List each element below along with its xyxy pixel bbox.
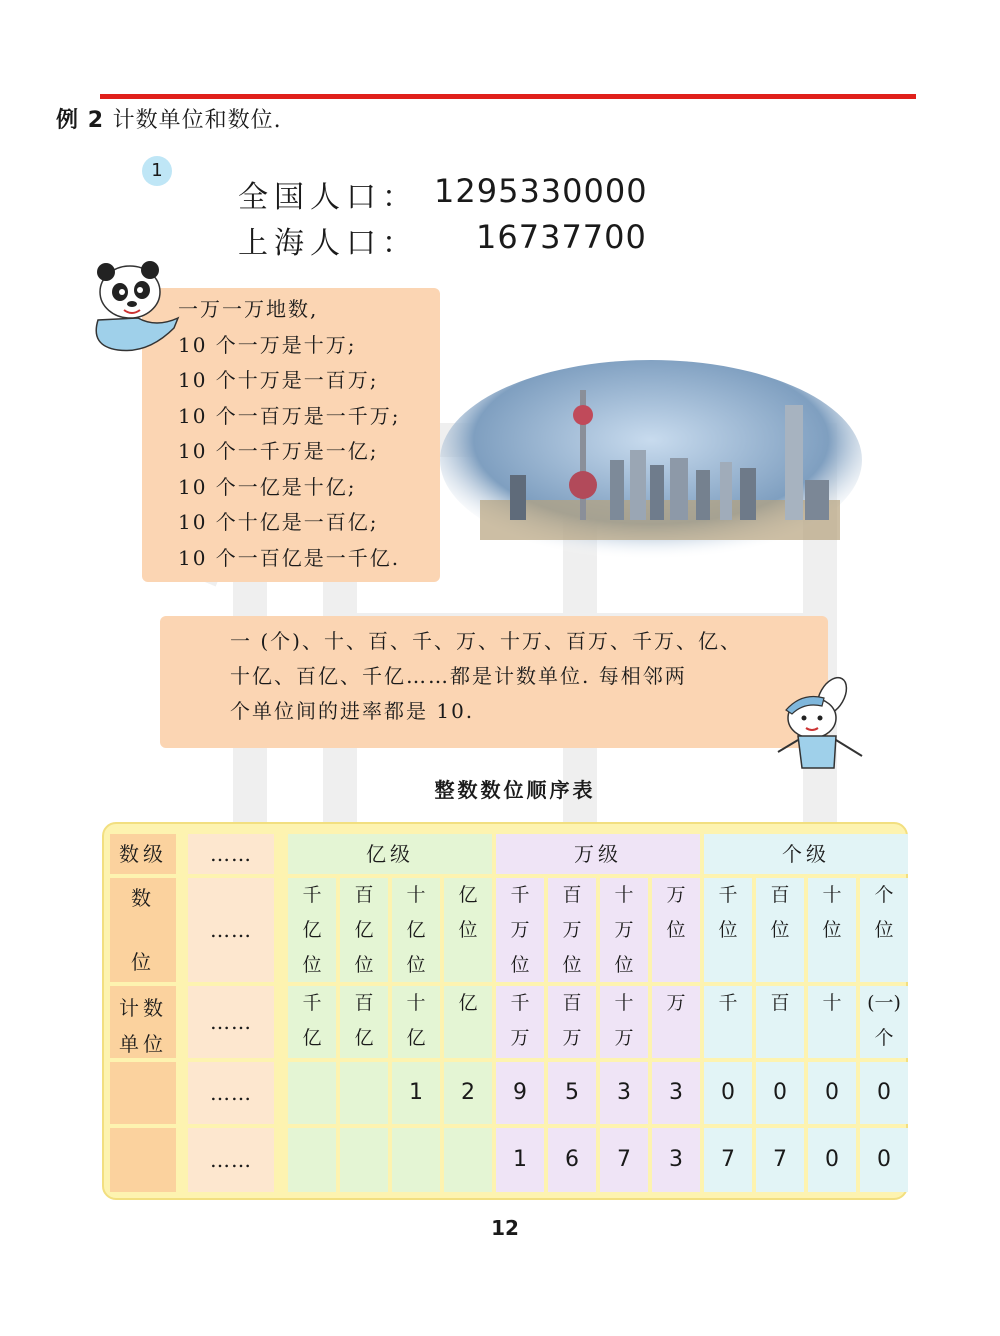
unit-name-cell (548, 986, 596, 1058)
unit-char: 十 (614, 992, 634, 1014)
unit-char: 千 (718, 992, 738, 1014)
row-header-cell: 数级 (110, 834, 176, 874)
step-number-badge: 1 (142, 156, 172, 186)
place-char: 位 (562, 954, 582, 976)
place-char: 千 (302, 884, 322, 906)
unit-char: 千 (510, 992, 530, 1014)
hint-text (178, 292, 401, 576)
place-char: 位 (718, 919, 738, 941)
unit-char: 十 (822, 992, 842, 1014)
example-label: 例 (56, 107, 80, 133)
place-char: 位 (666, 919, 686, 941)
digit-cell: 0 (808, 1062, 856, 1124)
place-char: 十 (614, 884, 634, 906)
population-value: 16737700 (476, 218, 647, 256)
place-name-cell (288, 878, 336, 982)
unit-char: 个 (874, 1027, 894, 1049)
row-header-cell (110, 1062, 176, 1124)
place-char: 位 (614, 954, 634, 976)
digit-cell: 0 (860, 1128, 908, 1192)
place-char: 百 (354, 884, 374, 906)
ellipsis-cell: …… (188, 986, 274, 1058)
shanghai-skyline-image (440, 350, 862, 560)
digit-cell: 7 (704, 1128, 752, 1192)
digit-cell (288, 1128, 336, 1192)
unit-name-cell (704, 986, 752, 1058)
digit-cell: 0 (808, 1128, 856, 1192)
digit-cell: 0 (860, 1062, 908, 1124)
place-char: 万 (666, 884, 686, 906)
rule-text (230, 624, 800, 729)
place-char: 亿 (354, 919, 374, 941)
digit-cell: 0 (704, 1062, 752, 1124)
digit-cell: 1 (496, 1128, 544, 1192)
unit-name-cell (860, 986, 908, 1058)
population-row-shanghai (238, 218, 647, 262)
place-char: 个 (874, 884, 894, 906)
hint-line: 10 个一千万是一亿; (178, 439, 379, 463)
place-char: 十 (822, 884, 842, 906)
place-name-cell (392, 878, 440, 982)
digit-cell: 3 (652, 1062, 700, 1124)
unit-char: 亿 (458, 992, 478, 1014)
place-name-cell (496, 878, 544, 982)
place-char: 十 (406, 884, 426, 906)
digit-cell (340, 1128, 388, 1192)
digit-cell: 3 (600, 1062, 648, 1124)
unit-name-cell (288, 986, 336, 1058)
hint-line: 10 个一亿是十亿; (178, 474, 357, 499)
digit-cell (444, 1128, 492, 1192)
hint-line: 10 个一百万是一千万; (178, 403, 401, 428)
digit-cell (340, 1062, 388, 1124)
unit-name-cell (808, 986, 856, 1058)
unit-name-cell (340, 986, 388, 1058)
digit-cell (288, 1062, 336, 1124)
panda-mascot-icon (78, 258, 188, 358)
hint-line: 10 个一百亿是一千亿. (178, 545, 401, 570)
ellipsis-cell: …… (188, 834, 274, 874)
place-char: 百 (562, 884, 582, 906)
row-header-cell: 数 位 (110, 878, 176, 982)
hint-line: 一万一万地数, (178, 297, 319, 321)
population-value: 1295330000 (434, 172, 648, 210)
unit-char: 百 (770, 992, 790, 1014)
place-name-cell (600, 878, 648, 982)
rabbit-mascot-icon (772, 674, 872, 774)
place-name-cell (808, 878, 856, 982)
population-label: 全国人口： (238, 180, 418, 215)
place-char: 亿 (458, 884, 478, 906)
unit-name-cell (392, 986, 440, 1058)
example-number: 2 (87, 108, 104, 133)
ellipsis-cell: …… (188, 1062, 274, 1124)
group-header-cell: 个级 (704, 834, 908, 874)
row-header-cell (110, 1128, 176, 1192)
digit-cell: 6 (548, 1128, 596, 1192)
hint-line: 10 个一万是十万; (178, 332, 357, 357)
unit-char: 千 (302, 992, 322, 1014)
place-name-cell (704, 878, 752, 982)
table-title: 整数数位顺序表 (434, 778, 596, 802)
population-row-national (238, 172, 648, 216)
top-rule (100, 94, 916, 99)
unit-char: 十 (406, 992, 426, 1014)
place-char: 万 (562, 919, 582, 941)
unit-char: 亿 (406, 1027, 426, 1049)
place-name-cell (652, 878, 700, 982)
place-char: 万 (510, 919, 530, 941)
unit-name-cell (444, 986, 492, 1058)
place-name-cell (444, 878, 492, 982)
unit-char: 百 (562, 992, 582, 1014)
unit-char: 万 (666, 992, 686, 1014)
place-char: 位 (770, 919, 790, 941)
place-char: 百 (770, 884, 790, 906)
population-label: 上海人口： (238, 226, 418, 261)
unit-char: 万 (562, 1027, 582, 1049)
digit-cell: 0 (756, 1062, 804, 1124)
unit-char: 亿 (354, 1027, 374, 1049)
group-header-cell: 亿级 (288, 834, 492, 874)
place-char: 万 (614, 919, 634, 941)
place-char: 位 (302, 954, 322, 976)
digit-cell: 9 (496, 1062, 544, 1124)
unit-char: (一) (867, 992, 901, 1014)
place-char: 亿 (302, 919, 322, 941)
unit-char: 百 (354, 992, 374, 1014)
unit-name-cell (600, 986, 648, 1058)
place-char: 位 (510, 954, 530, 976)
digit-cell (392, 1128, 440, 1192)
place-name-cell (548, 878, 596, 982)
example-title: 计数单位和数位. (112, 108, 282, 133)
place-char: 位 (406, 954, 426, 976)
place-char: 千 (718, 884, 738, 906)
unit-char: 万 (614, 1027, 634, 1049)
unit-name-cell (756, 986, 804, 1058)
place-char: 位 (354, 954, 374, 976)
group-header-cell: 万级 (496, 834, 700, 874)
digit-cell: 1 (392, 1062, 440, 1124)
place-name-cell (860, 878, 908, 982)
digit-cell: 2 (444, 1062, 492, 1124)
place-char: 亿 (406, 919, 426, 941)
row-header-cell: 计数 单位 (110, 986, 176, 1058)
place-name-cell (756, 878, 804, 982)
ellipsis-cell: …… (188, 878, 274, 982)
unit-char: 万 (510, 1027, 530, 1049)
rule-line: 个单位间的进率都是 10. (230, 699, 475, 723)
place-char: 位 (458, 919, 478, 941)
digit-cell: 5 (548, 1062, 596, 1124)
unit-name-cell (652, 986, 700, 1058)
unit-name-cell (496, 986, 544, 1058)
unit-char: 亿 (302, 1027, 322, 1049)
hint-line: 10 个十万是一百万; (178, 368, 379, 392)
rule-line: 十亿、百亿、千亿……都是计数单位. 每相邻两 (230, 664, 687, 688)
example-heading (56, 103, 282, 134)
digit-cell: 7 (756, 1128, 804, 1192)
digit-cell: 7 (600, 1128, 648, 1192)
rule-line: 一 (个)、十、百、千、万、十万、百万、千万、亿、 (230, 629, 742, 653)
place-char: 位 (874, 919, 894, 941)
place-char: 位 (822, 919, 842, 941)
ellipsis-cell: …… (188, 1128, 274, 1192)
place-name-cell (340, 878, 388, 982)
hint-line: 10 个十亿是一百亿; (178, 510, 379, 534)
page-number: 12 (491, 1216, 519, 1240)
place-char: 千 (510, 884, 530, 906)
digit-cell: 3 (652, 1128, 700, 1192)
